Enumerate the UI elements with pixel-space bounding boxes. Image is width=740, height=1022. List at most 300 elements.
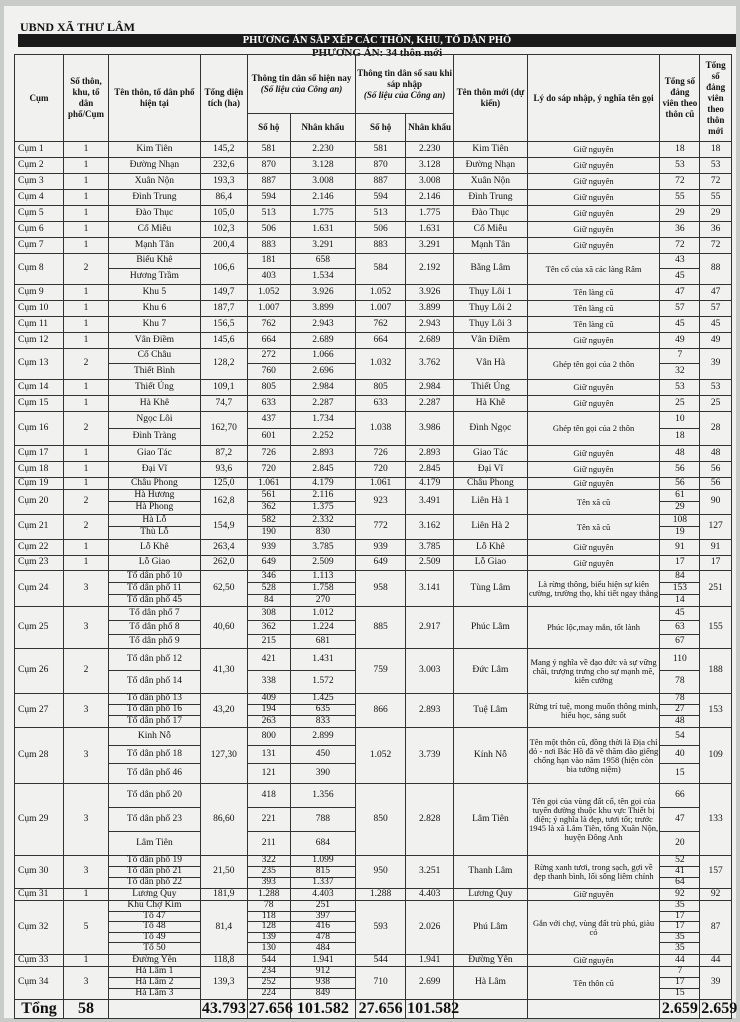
residents-cell: 3.291 xyxy=(290,238,355,254)
households-cell: 528 xyxy=(247,583,290,595)
village-count-cell: 1 xyxy=(64,285,109,301)
residents-cell: 2.332 xyxy=(290,515,355,527)
members-old-cell: 35 xyxy=(660,932,700,943)
new-name-cell: Hà Khê xyxy=(454,396,528,412)
members-new-cell: 17 xyxy=(700,556,732,571)
members-new-cell: 127 xyxy=(700,515,732,540)
residents-after-cell: 2.287 xyxy=(406,396,454,412)
header-area: Tổng diện tích (ha) xyxy=(200,55,247,142)
header-population-after-note: (Số liệu của Công an) xyxy=(363,89,446,100)
households-cell: 121 xyxy=(247,764,290,784)
members-old-cell: 45 xyxy=(660,269,700,285)
residents-after-cell: 3.739 xyxy=(406,728,454,784)
reason-cell: Giữ nguyên xyxy=(527,206,660,222)
area-cell: 162,70 xyxy=(200,412,247,446)
residents-after-cell: 2.917 xyxy=(406,607,454,649)
current-name-cell: Tổ dân phố 45 xyxy=(108,595,200,607)
current-name-cell: Tổ dân phố 16 xyxy=(108,705,200,716)
village-count-cell: 3 xyxy=(64,856,109,889)
households-cell: 393 xyxy=(247,878,290,889)
residents-cell: 2.943 xyxy=(290,317,355,333)
members-old-cell: 92 xyxy=(660,889,700,901)
households-cell: 128 xyxy=(247,922,290,933)
village-count-cell: 3 xyxy=(64,607,109,649)
header-members-old: Tổng số đảng viên theo thôn cũ xyxy=(660,55,700,142)
members-new-cell: 18 xyxy=(700,142,732,158)
reason-cell: Ghép tên gọi của 2 thôn xyxy=(527,412,660,446)
residents-cell: 684 xyxy=(290,832,355,856)
area-cell: 127,30 xyxy=(200,728,247,784)
residents-cell: 830 xyxy=(290,527,355,540)
current-name-cell: Tổ dân phố 21 xyxy=(108,867,200,878)
members-new-cell: 72 xyxy=(700,238,732,254)
members-new-cell: 133 xyxy=(700,784,732,856)
members-old-cell: 55 xyxy=(660,190,700,206)
members-old-cell: 54 xyxy=(660,728,700,746)
members-old-cell: 56 xyxy=(660,462,700,478)
village-count-cell: 2 xyxy=(64,515,109,540)
reason-cell: Tên xã cũ xyxy=(527,515,660,540)
households-cell: 84 xyxy=(247,595,290,607)
residents-cell: 2.845 xyxy=(290,462,355,478)
residents-cell: 1.631 xyxy=(290,222,355,238)
residents-after-cell: 3.762 xyxy=(406,349,454,380)
members-new-cell: 155 xyxy=(700,607,732,649)
reason-cell: Mang ý nghĩa về đạo đức và sự vững chãi, trượng trưng cho sự mạnh mẽ, kiên cường xyxy=(527,649,660,694)
table-row xyxy=(15,784,732,808)
area-cell: 93,6 xyxy=(200,462,247,478)
members-new-cell: 48 xyxy=(700,446,732,462)
cluster-cell: Cụm 7 xyxy=(15,238,64,254)
current-name-cell: Tổ dân phố 8 xyxy=(108,621,200,635)
header-population-after xyxy=(356,55,454,114)
households-cell: 221 xyxy=(247,808,290,832)
members-new-cell: 57 xyxy=(700,301,732,317)
members-old-cell: 108 xyxy=(660,515,700,527)
residents-after-cell: 2.943 xyxy=(406,317,454,333)
households-cell: 190 xyxy=(247,527,290,540)
current-name-cell: Tổ dân phố 19 xyxy=(108,856,200,867)
members-old-cell: 15 xyxy=(660,764,700,784)
organization-header: UBND XÃ THƯ LÂM xyxy=(20,20,136,34)
current-name-cell: Tổ dân phố 18 xyxy=(108,746,200,764)
current-name-cell: Khu 6 xyxy=(108,301,200,317)
members-old-cell: 32 xyxy=(660,364,700,380)
residents-cell: 3.785 xyxy=(290,540,355,556)
members-old-cell: 19 xyxy=(660,527,700,540)
reason-cell: Rừng xanh tươi, trong sạch, gợi về đẹp thanh bình, lối sống liêm chính xyxy=(527,856,660,889)
households-cell: 664 xyxy=(247,333,290,349)
households-cell: 362 xyxy=(247,621,290,635)
area-cell: 193,3 xyxy=(200,174,247,190)
reason-cell: Tên cổ của xã các làng Râm xyxy=(527,254,660,285)
reason-cell: Phúc lộc,may mắn, tốt lành xyxy=(527,607,660,649)
new-name-cell: Thiết Úng xyxy=(454,380,528,396)
current-name-cell: Cổ Miễu xyxy=(108,222,200,238)
current-name-cell: Lỗ Giao xyxy=(108,556,200,571)
new-name-cell: Thanh Lâm xyxy=(454,856,528,889)
new-name-cell: Đào Thục xyxy=(454,206,528,222)
header-residents: Nhân khẩu xyxy=(290,114,355,142)
current-name-cell: Tổ dân phố 7 xyxy=(108,607,200,621)
residents-cell: 4.179 xyxy=(290,478,355,490)
residents-after-cell: 3.003 xyxy=(406,649,454,694)
table-row xyxy=(15,607,732,621)
new-name-cell: Tuệ Lâm xyxy=(454,694,528,728)
cluster-cell: Cụm 19 xyxy=(15,478,64,490)
households-after-cell: 593 xyxy=(356,901,406,955)
residents-after-cell: 2.146 xyxy=(406,190,454,206)
current-name-cell: Tổ 48 xyxy=(108,922,200,933)
households-cell: 649 xyxy=(247,556,290,571)
new-name-cell: Xuân Nộn xyxy=(454,174,528,190)
village-count-cell: 2 xyxy=(64,649,109,694)
new-name-cell: Đức Lâm xyxy=(454,649,528,694)
members-old-cell: 45 xyxy=(660,607,700,621)
households-cell: 506 xyxy=(247,222,290,238)
members-old-cell: 72 xyxy=(660,174,700,190)
new-name-cell: Vân Điềm xyxy=(454,333,528,349)
village-count-cell: 3 xyxy=(64,728,109,784)
cluster-cell: Cụm 23 xyxy=(15,556,64,571)
cluster-cell: Cụm 30 xyxy=(15,856,64,889)
header-new-name: Tên thôn mới (dự kiến) xyxy=(454,55,528,142)
households-cell: 322 xyxy=(247,856,290,867)
residents-after-cell: 3.986 xyxy=(406,412,454,446)
households-cell: 263 xyxy=(247,716,290,728)
members-old-cell: 56 xyxy=(660,478,700,490)
new-name-cell: Phúc Lâm xyxy=(454,607,528,649)
members-new-cell: 87 xyxy=(700,901,732,955)
reason-cell: Tên xã cũ xyxy=(527,490,660,515)
residents-after-cell: 1.775 xyxy=(406,206,454,222)
members-new-cell: 39 xyxy=(700,349,732,380)
village-count-cell: 1 xyxy=(64,222,109,238)
header-residents-after: Nhân khẩu xyxy=(406,114,454,142)
current-name-cell: Tổ dân phố 9 xyxy=(108,635,200,649)
current-name-cell: Kim Tiên xyxy=(108,142,200,158)
reason-cell: Giữ nguyên xyxy=(527,462,660,478)
residents-cell: 270 xyxy=(290,595,355,607)
cluster-cell: Cụm 15 xyxy=(15,396,64,412)
current-name-cell: Đình Tràng xyxy=(108,429,200,446)
area-cell: 149,7 xyxy=(200,285,247,301)
new-name-cell: Thụy Lôi 3 xyxy=(454,317,528,333)
area-cell: 232,6 xyxy=(200,158,247,174)
header-reason: Lý do sáp nhập, ý nghĩa tên gọi xyxy=(527,55,660,142)
members-old-cell: 17 xyxy=(660,556,700,571)
current-name-cell: Tổ dân phố 10 xyxy=(108,571,200,583)
table-row xyxy=(15,206,732,222)
households-after-cell: 1.038 xyxy=(356,412,406,446)
new-name-cell: Thụy Lôi 1 xyxy=(454,285,528,301)
current-name-cell: Giao Tác xyxy=(108,446,200,462)
members-old-cell: 35 xyxy=(660,943,700,955)
residents-after-cell: 3.251 xyxy=(406,856,454,889)
households-after-cell: 649 xyxy=(356,556,406,571)
residents-after-cell: 2.845 xyxy=(406,462,454,478)
table-row xyxy=(15,380,732,396)
members-new-cell: 45 xyxy=(700,317,732,333)
cluster-cell: Cụm 34 xyxy=(15,967,64,1000)
cluster-cell: Cụm 28 xyxy=(15,728,64,784)
members-old-cell: 78 xyxy=(660,671,700,694)
residents-cell: 1.425 xyxy=(290,694,355,705)
residents-after-cell: 1.941 xyxy=(406,955,454,967)
residents-cell: 1.337 xyxy=(290,878,355,889)
table-row xyxy=(15,285,732,301)
reason-cell: Tên làng cũ xyxy=(527,301,660,317)
households-after-cell: 958 xyxy=(356,571,406,607)
area-cell: 154,9 xyxy=(200,515,247,540)
members-new-cell: 90 xyxy=(700,490,732,515)
residents-cell: 681 xyxy=(290,635,355,649)
cluster-cell: Cụm 21 xyxy=(15,515,64,540)
members-old-cell: 153 xyxy=(660,583,700,595)
residents-after-cell: 2.893 xyxy=(406,694,454,728)
households-after-cell: 887 xyxy=(356,174,406,190)
residents-cell: 1.734 xyxy=(290,412,355,429)
total-row xyxy=(15,1000,732,1019)
area-cell: 200,4 xyxy=(200,238,247,254)
members-old-cell: 64 xyxy=(660,878,700,889)
area-cell: 86,60 xyxy=(200,784,247,856)
residents-after-cell: 2.230 xyxy=(406,142,454,158)
village-count-cell: 1 xyxy=(64,317,109,333)
new-name-cell: Giao Tác xyxy=(454,446,528,462)
residents-cell: 2.116 xyxy=(290,490,355,502)
cluster-cell: Cụm 20 xyxy=(15,490,64,515)
members-old-cell: 49 xyxy=(660,333,700,349)
residents-cell: 2.509 xyxy=(290,556,355,571)
area-cell: 21,50 xyxy=(200,856,247,889)
households-cell: 235 xyxy=(247,867,290,878)
households-after-cell: 923 xyxy=(356,490,406,515)
residents-after-cell: 3.141 xyxy=(406,571,454,607)
new-name-cell: Liên Hà 2 xyxy=(454,515,528,540)
residents-cell: 833 xyxy=(290,716,355,728)
cluster-cell: Cụm 11 xyxy=(15,317,64,333)
households-cell: 215 xyxy=(247,635,290,649)
reason-cell: Ghép tên gọi của 2 thôn xyxy=(527,349,660,380)
residents-after-cell: 4.179 xyxy=(406,478,454,490)
households-after-cell: 581 xyxy=(356,142,406,158)
area-cell: 102,3 xyxy=(200,222,247,238)
header-households: Số hộ xyxy=(247,114,290,142)
current-name-cell: Tổ dân phố 11 xyxy=(108,583,200,595)
area-cell: 156,5 xyxy=(200,317,247,333)
area-cell: 187,7 xyxy=(200,301,247,317)
households-cell: 870 xyxy=(247,158,290,174)
header-population-now xyxy=(247,55,355,114)
members-old-cell: 53 xyxy=(660,380,700,396)
households-cell: 513 xyxy=(247,206,290,222)
cluster-cell: Cụm 17 xyxy=(15,446,64,462)
area-cell: 86,4 xyxy=(200,190,247,206)
village-count-cell: 3 xyxy=(64,784,109,856)
residents-after-cell: 3.491 xyxy=(406,490,454,515)
households-after-cell: 850 xyxy=(356,784,406,856)
village-count-cell: 1 xyxy=(64,333,109,349)
residents-cell: 478 xyxy=(290,932,355,943)
new-name-cell: Lỗ Khê xyxy=(454,540,528,556)
members-old-cell: 47 xyxy=(660,285,700,301)
new-name-cell: Hà Lâm xyxy=(454,967,528,1000)
members-old-cell: 25 xyxy=(660,396,700,412)
header-households-after: Số hộ xyxy=(356,114,406,142)
residents-cell: 390 xyxy=(290,764,355,784)
area-cell: 162,8 xyxy=(200,490,247,515)
residents-cell: 1.534 xyxy=(290,269,355,285)
members-new-cell: 188 xyxy=(700,649,732,694)
residents-cell: 484 xyxy=(290,943,355,955)
members-new-cell: 49 xyxy=(700,333,732,349)
households-after-cell: 584 xyxy=(356,254,406,285)
reason-cell: Rừng trí tuệ, mong muốn thông minh, hiểu học, sáng suốt xyxy=(527,694,660,728)
table-row xyxy=(15,967,732,978)
residents-after-cell: 3.785 xyxy=(406,540,454,556)
households-after-cell: 506 xyxy=(356,222,406,238)
reason-cell: Giữ nguyên xyxy=(527,446,660,462)
residents-after-cell: 2.893 xyxy=(406,446,454,462)
members-old-cell: 27 xyxy=(660,705,700,716)
header-population-after-title: Thông tin dân số sau khi sáp nhập xyxy=(357,67,453,89)
table-row xyxy=(15,317,732,333)
current-name-cell: Hà Lâm 2 xyxy=(108,978,200,989)
new-name-cell: Tùng Lâm xyxy=(454,571,528,607)
table-row xyxy=(15,556,732,571)
members-old-cell: 44 xyxy=(660,955,700,967)
households-cell: 403 xyxy=(247,269,290,285)
residents-after-cell: 3.926 xyxy=(406,285,454,301)
reason-cell: Giữ nguyên xyxy=(527,889,660,901)
households-after-cell: 1.288 xyxy=(356,889,406,901)
households-cell: 194 xyxy=(247,705,290,716)
cluster-cell: Cụm 26 xyxy=(15,649,64,694)
members-new-cell: 55 xyxy=(700,190,732,206)
members-old-cell: 29 xyxy=(660,502,700,515)
table-row xyxy=(15,901,732,912)
table-row xyxy=(15,222,732,238)
table-row xyxy=(15,446,732,462)
cluster-cell: Cụm 33 xyxy=(15,955,64,967)
members-new-cell: 109 xyxy=(700,728,732,784)
new-name-cell: Vân Hà xyxy=(454,349,528,380)
table-row xyxy=(15,649,732,671)
members-old-cell: 7 xyxy=(660,967,700,978)
residents-after-cell: 2.192 xyxy=(406,254,454,285)
households-cell: 939 xyxy=(247,540,290,556)
new-name-cell: Kính Nỗ xyxy=(454,728,528,784)
current-name-cell: Châu Phong xyxy=(108,478,200,490)
residents-after-cell: 2.984 xyxy=(406,380,454,396)
table-row xyxy=(15,955,732,967)
households-cell: 544 xyxy=(247,955,290,967)
households-after-cell: 950 xyxy=(356,856,406,889)
current-name-cell: Tổ dân phố 12 xyxy=(108,649,200,671)
households-cell: 720 xyxy=(247,462,290,478)
members-new-cell: 36 xyxy=(700,222,732,238)
village-count-cell: 1 xyxy=(64,190,109,206)
area-cell: 125,0 xyxy=(200,478,247,490)
residents-cell: 3.008 xyxy=(290,174,355,190)
members-old-cell: 52 xyxy=(660,856,700,867)
reason-cell: Tên gọi của vùng đất cổ, tên gọi của tuyến đường thuộc khu vực Thiết bị điện; ý nghĩa là đẹp, tươi tốt; trước 1945 là xã Lâm Tiên, tổng Xuân Nộn, huyện Đông Anh xyxy=(527,784,660,856)
arrangement-table xyxy=(14,54,738,1019)
area-cell: 81,4 xyxy=(200,901,247,955)
members-new-cell: 88 xyxy=(700,254,732,285)
cluster-cell: Cụm 3 xyxy=(15,174,64,190)
total-households-after: 27.656 xyxy=(356,1000,406,1019)
members-new-cell: 28 xyxy=(700,412,732,446)
new-name-cell: Lỗ Giao xyxy=(454,556,528,571)
members-old-cell: 40 xyxy=(660,746,700,764)
residents-cell: 1.941 xyxy=(290,955,355,967)
cluster-cell: Cụm 14 xyxy=(15,380,64,396)
current-name-cell: Tổ dân phố 46 xyxy=(108,764,200,784)
households-cell: 211 xyxy=(247,832,290,856)
households-after-cell: 720 xyxy=(356,462,406,478)
current-name-cell: Xuân Nộn xyxy=(108,174,200,190)
current-name-cell: Mạnh Tân xyxy=(108,238,200,254)
households-cell: 130 xyxy=(247,943,290,955)
households-after-cell: 772 xyxy=(356,515,406,540)
members-new-cell: 72 xyxy=(700,174,732,190)
members-old-cell: 18 xyxy=(660,142,700,158)
members-new-cell: 56 xyxy=(700,462,732,478)
cluster-cell: Cụm 22 xyxy=(15,540,64,556)
village-count-cell: 1 xyxy=(64,478,109,490)
reason-cell: Tên thôn cũ xyxy=(527,967,660,1000)
area-cell: 118,8 xyxy=(200,955,247,967)
reason-cell: Tên làng cũ xyxy=(527,285,660,301)
cluster-cell: Cụm 31 xyxy=(15,889,64,901)
residents-after-cell: 3.128 xyxy=(406,158,454,174)
residents-after-cell: 3.162 xyxy=(406,515,454,540)
members-old-cell: 61 xyxy=(660,490,700,502)
table-row xyxy=(15,540,732,556)
residents-cell: 2.899 xyxy=(290,728,355,746)
table-row xyxy=(15,301,732,317)
total-members-old: 2.659 xyxy=(661,1000,698,1017)
members-old-cell: 45 xyxy=(660,317,700,333)
current-name-cell: Vân Điềm xyxy=(108,333,200,349)
reason-cell: Giữ nguyên xyxy=(527,380,660,396)
members-old-cell: 91 xyxy=(660,540,700,556)
members-old-cell: 72 xyxy=(660,238,700,254)
residents-cell: 1.375 xyxy=(290,502,355,515)
members-new-cell: 92 xyxy=(700,889,732,901)
header-members-new: Tổng số đảng viên theo thôn mới xyxy=(700,55,732,142)
area-cell: 106,6 xyxy=(200,254,247,285)
new-name-cell: Liên Hà 1 xyxy=(454,490,528,515)
new-name-cell: Đường Nhạn xyxy=(454,158,528,174)
households-cell: 224 xyxy=(247,989,290,1000)
table-row xyxy=(15,462,732,478)
members-old-cell: 41 xyxy=(660,867,700,878)
area-cell: 62,50 xyxy=(200,571,247,607)
members-new-cell: 91 xyxy=(700,540,732,556)
reason-cell: Tên làng cũ xyxy=(527,317,660,333)
members-old-cell: 29 xyxy=(660,206,700,222)
residents-cell: 912 xyxy=(290,967,355,978)
cluster-cell: Cụm 32 xyxy=(15,901,64,955)
residents-cell: 1.758 xyxy=(290,583,355,595)
table-row xyxy=(15,174,732,190)
current-name-cell: Lỗ Khê xyxy=(108,540,200,556)
new-name-cell: Phú Lâm xyxy=(454,901,528,955)
residents-cell: 2.252 xyxy=(290,429,355,446)
